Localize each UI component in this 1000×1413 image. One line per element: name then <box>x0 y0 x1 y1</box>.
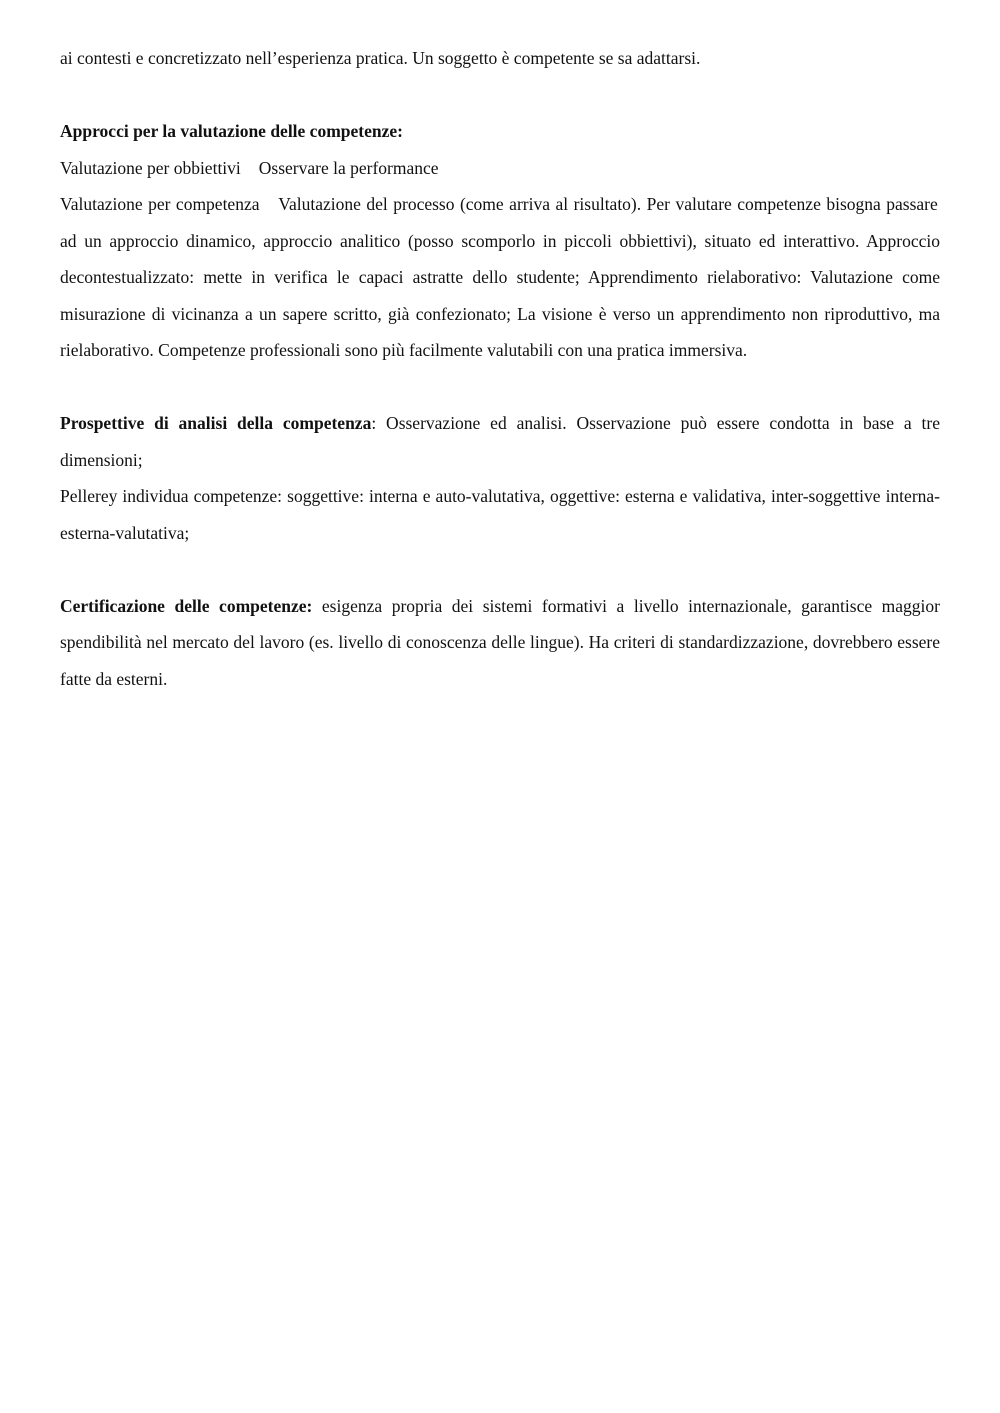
approcci-heading: Approcci per la valutazione delle competenze: <box>60 121 403 141</box>
certificazione-paragraph <box>60 588 940 698</box>
certificazione-text: esigenza propria dei sistemi formativi a livello internazionale, garantisce maggior spendibilità nel mercato del lavoro (es. livello di conoscenza delle lingue). Ha criteri di standardizzazione, dovrebbero essere fatte da esterni. <box>60 595 940 689</box>
document-page <box>60 40 940 697</box>
approcci-line-1: Valutazione per obbiettivi⃞ Osservare la performance <box>60 157 439 178</box>
approcci-paragraph: Valutazione per competenza⃞ Valutazione del processo (come arriva al risultato). Per valutare competenze bisogna passare ad un approccio dinamico, approccio analitico (posso scomporlo in piccoli obbiettivi), situato ed interattivo. Approccio decontestualizzato: mette in verifica le capaci astratte dello studente; Apprendimento rielaborativo: Valutazione come misurazione di vicinanza a un sapere scritto, già confezionato; La visione è verso un apprendimento non riproduttivo, ma rielaborativo. Competenze professionali sono più facilmente valutabili con una pratica immersiva. <box>60 194 940 360</box>
prospettive-paragraph <box>60 405 940 478</box>
prospettive-heading: Prospettive di analisi della competenza <box>60 413 372 433</box>
certificazione-heading: Certificazione delle competenze: <box>60 595 313 616</box>
intro-line: ai contesti e concretizzato nell’esperienza pratica. Un soggetto è competente se sa adattarsi. <box>60 48 701 68</box>
prospettive-text: : Osservazione ed analisi. Osservazione può essere condotta in base a tre dimensioni; <box>60 413 940 470</box>
pellerey-paragraph: Pellerey individua competenze: soggettive: interna e auto-valutativa, oggettive: esterna e validativa, inter-soggettive interna-esterna-valutativa; <box>60 486 940 543</box>
